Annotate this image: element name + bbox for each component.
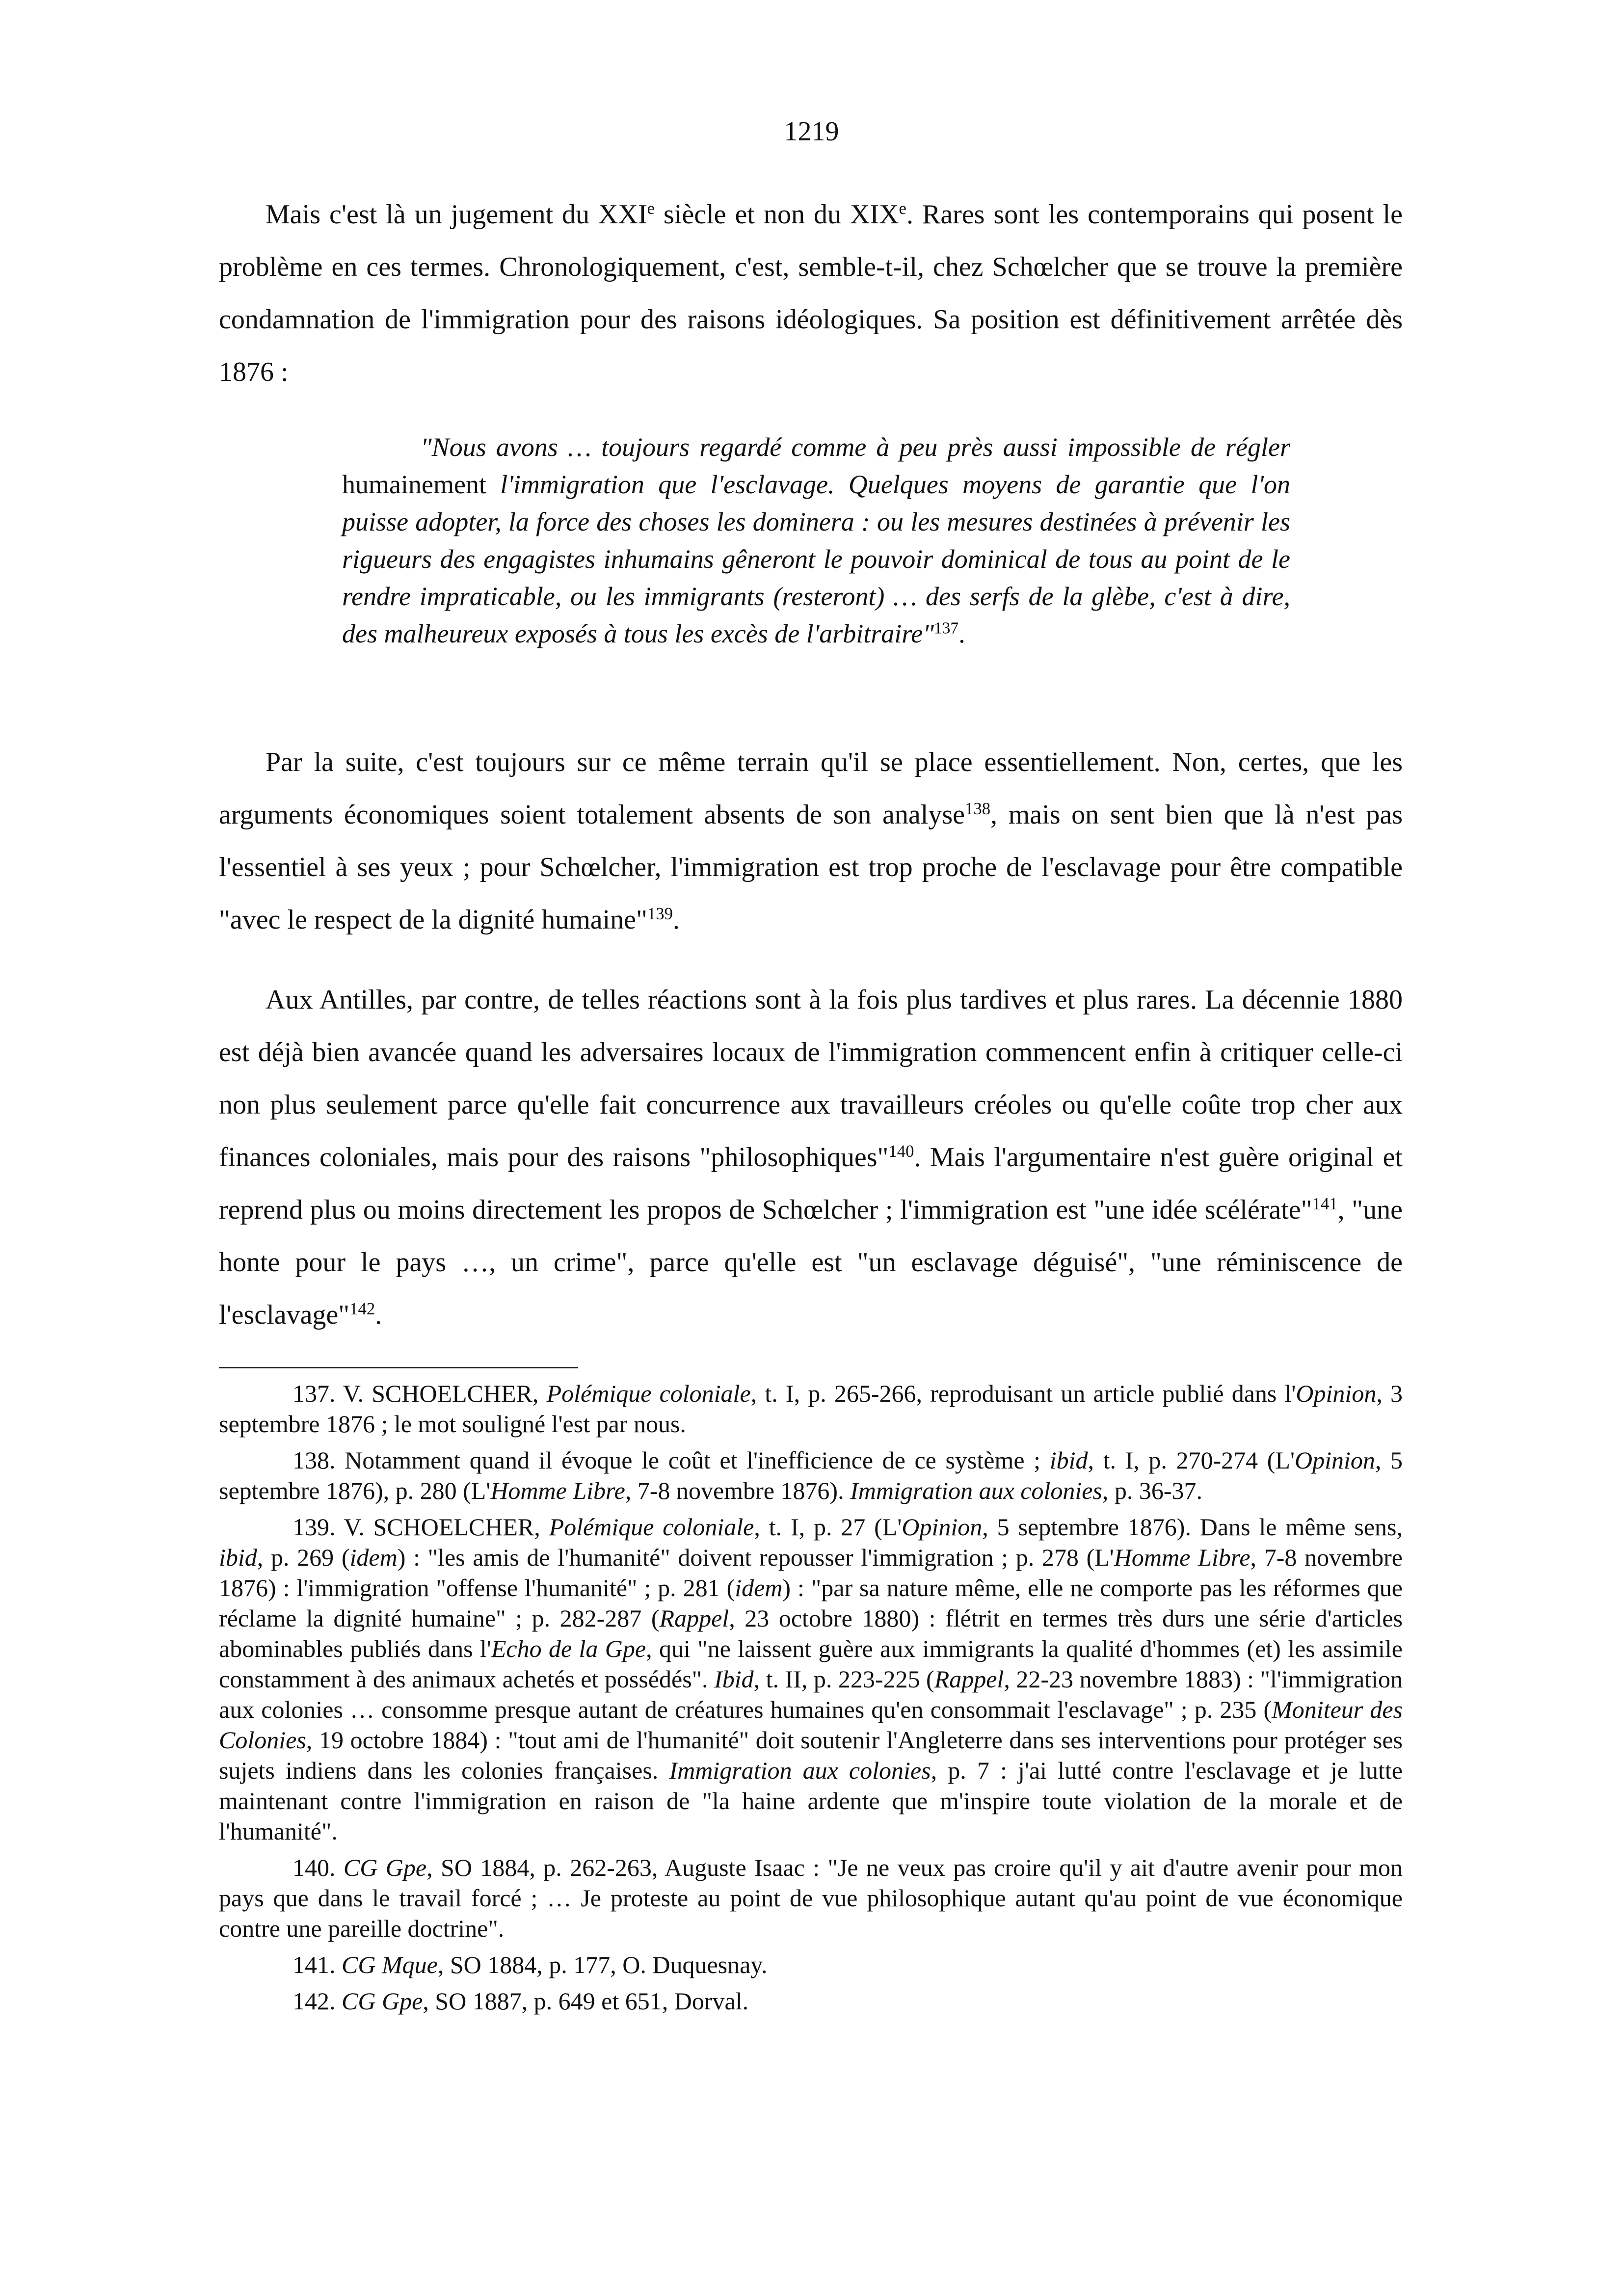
- page-number: 1219: [784, 116, 839, 147]
- footnote-137: 137. V. SCHOELCHER, Polémique coloniale, t. I, p. 265-266, reproduisant un article publié dans l'Opinion, 3 septembre 1876 ; le mot souligné l'est par nous.: [219, 1380, 1403, 1438]
- footnote-ref: 142: [349, 1299, 375, 1318]
- body-paragraph-3: Aux Antilles, par contre, de telles réactions sont à la fois plus tardives et plus rares. La décennie 1880 est déjà bien avancée quand les adversaires locaux de l'immigration commencent enfin à critiquer celle-ci non plus seulement parce qu'elle fait concurrence aux travailleurs créoles ou qu'elle coûte trop cher aux finances coloniales, mais pour des raisons "philosophiques"$^{140}$. Mais l'argumentaire n'est guère original et reprend plus ou moins directement les propos de Schœlcher ; l'immigration est "une idée scélérate"$^{141}$, "une honte pour le pays …, un crime", parce qu'elle est "un esclavage déguisé", "une réminiscence de l'esclavage"$^{142}$.: [219, 985, 1403, 1330]
- body-paragraph-2: Par la suite, c'est toujours sur ce même terrain qu'il se place essentiellement. Non, certes, que les arguments économiques soient totalement absents de son analyse$^{138}$, mais on sent bien que là n'est pas l'essentiel à ses yeux ; pour Schœlcher, l'immigration est trop proche de l'esclavage pour être compatible "avec le respect de la dignité humaine"$^{139}$.: [219, 747, 1403, 935]
- footnote-142: 142. CG Gpe, SO 1887, p. 649 et 651, Dorval.: [293, 1987, 749, 2015]
- emphasized-word: humainement: [342, 470, 486, 499]
- block-quote: "Nous avons … toujours regardé comme à peu près aussi impossible de régler humainement l'immigration que l'esclavage. Quelques moyens de garantie que l'on puisse adopter, la force des choses les dominera : ou les mesures destinées à prévenir les rigueurs des engagistes inhumains gêneront le pouvoir dominical de tous au point de le rendre impraticable, ou les immigrants (resteront) … des serfs de la glèbe, c'est à dire, des malheureux exposés à tous les excès de l'arbitraire"$^{137}$.: [342, 432, 1290, 648]
- footnotes: [219, 1378, 1403, 2022]
- footnote-ref: 139: [647, 904, 673, 923]
- footnote-138: 138. Notamment quand il évoque le coût et l'inefficience de ce système ; ibid, t. I, p. 270-274 (L'Opinion, 5 septembre 1876), p. 280 (L'Homme Libre, 7-8 novembre 1876). Immigration aux colonies, p. 36-37.: [219, 1446, 1403, 1504]
- footnote-ref: 138: [964, 799, 991, 818]
- footnote-ref: 137: [933, 619, 959, 638]
- body-paragraph-1: Mais c'est là un jugement du XXIe siècle et non du XIXe. Rares sont les contemporains qui posent le problème en ces termes. Chronologiquement, c'est, semble-t-il, chez Schœlcher que se trouve la première condamnation de l'immigration pour des raisons idéologiques. Sa position est définitivement arrêtée dès 1876 :: [219, 198, 1403, 387]
- footnote-ref: 140: [888, 1141, 914, 1161]
- footnote-140: 140. CG Gpe, SO 1884, p. 262-263, Auguste Isaac : "Je ne veux pas croire qu'il y ait d'autre avenir pour mon pays que dans le travail forcé ; … Je proteste au point de vue philosophique autant qu'au point de vue économique contre une pareille doctrine".: [219, 1854, 1403, 1942]
- footnote-separator: [219, 1367, 578, 1368]
- footnote-141: 141. CG Mque, SO 1884, p. 177, O. Duquesnay.: [293, 1951, 768, 1978]
- footnote-ref: 141: [1312, 1194, 1338, 1213]
- footnote-139: 139. V. SCHOELCHER, Polémique coloniale, t. I, p. 27 (L'Opinion, 5 septembre 1876). Dans le même sens, ibid, p. 269 (idem) : "les amis de l'humanité" doivent repousser l'immigration ; p. 278 (L'Homme Libre, 7-8 novembre 1876) : l'immigration "offense l'humanité" ; p. 281 (idem) : "par sa nature même, elle ne comporte pas les réformes que réclame la dignité humaine" ; p. 282-287 (Rappel, 23 octobre 1880) : flétrit en termes très durs une série d'articles abominables publiés dans l'Echo de la Gpe, qui "ne laissent guère aux immigrants la qualité d'hommes (et) les assimile constamment à des animaux achetés et possédés". Ibid, t. II, p. 223-225 (Rappel, 22-23 novembre 1883) : "l'immigration aux colonies … consomme presque autant de créatures humaines qu'en consommait l'esclavage" ; p. 235 (Moniteur des Colonies, 19 octobre 1884) : "tout ami de l'humanité" doit soutenir l'Angleterre dans ses interventions pour protéger ses sujets indiens dans les colonies françaises. Immigration aux colonies, p. 7 : j'ai lutté contre l'esclavage et je lutte maintenant contre l'immigration en raison de "la haine ardente que m'inspire toute violation de la morale et de l'humanité".: [219, 1513, 1403, 1845]
